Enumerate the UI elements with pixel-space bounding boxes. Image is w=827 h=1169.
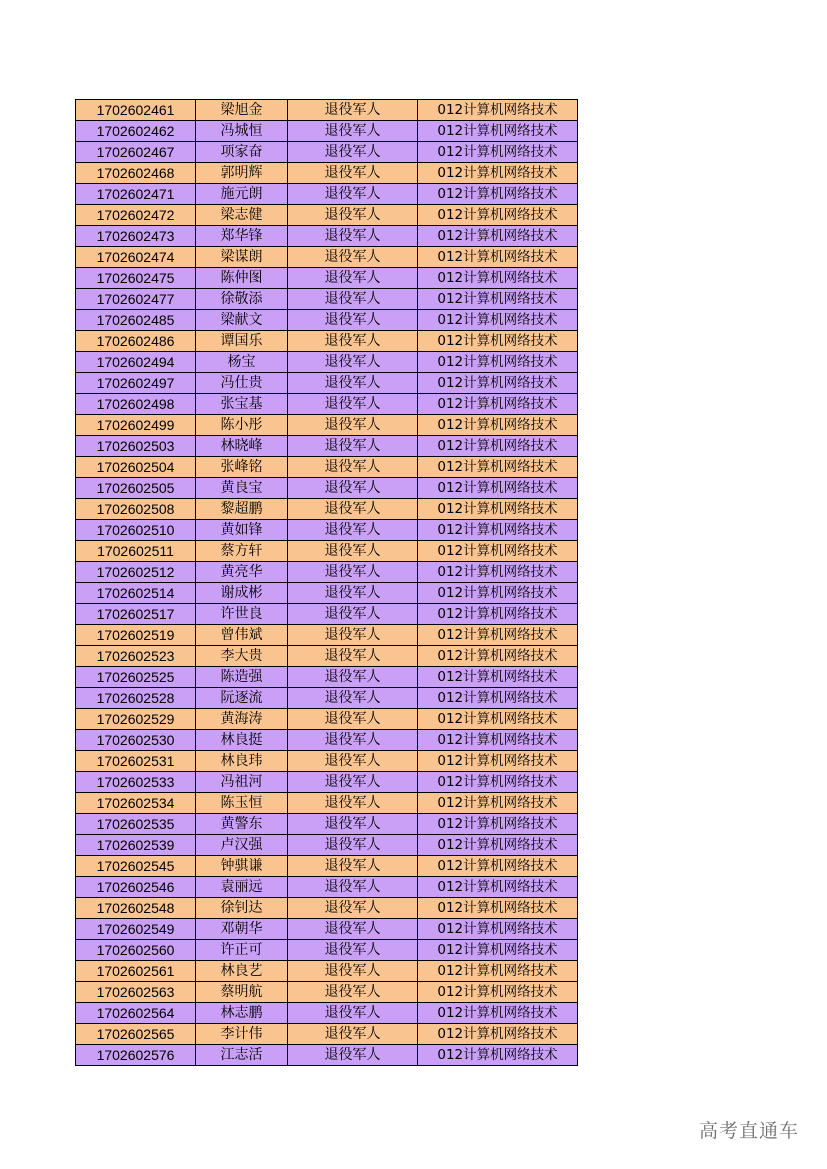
student-name-cell: 张宝基 — [196, 394, 288, 415]
student-name-cell: 林良玮 — [196, 751, 288, 772]
student-id-cell: 1702602534 — [76, 793, 196, 814]
student-id-cell: 1702602530 — [76, 730, 196, 751]
major-cell: 012计算机网络技术 — [418, 100, 578, 121]
student-id-cell: 1702602508 — [76, 499, 196, 520]
category-cell: 退役军人 — [288, 751, 418, 772]
student-name-cell: 阮逐流 — [196, 688, 288, 709]
category-cell: 退役军人 — [288, 331, 418, 352]
table-row — [76, 394, 578, 415]
student-name-cell: 徐敬添 — [196, 289, 288, 310]
table-row — [76, 226, 578, 247]
student-name-cell: 钟骐谦 — [196, 856, 288, 877]
student-name-cell: 李大贵 — [196, 646, 288, 667]
major-cell: 012计算机网络技术 — [418, 205, 578, 226]
student-name-cell: 卢汉强 — [196, 835, 288, 856]
category-cell: 退役军人 — [288, 709, 418, 730]
major-cell: 012计算机网络技术 — [418, 667, 578, 688]
table-row — [76, 793, 578, 814]
category-cell: 退役军人 — [288, 793, 418, 814]
major-cell: 012计算机网络技术 — [418, 184, 578, 205]
category-cell: 退役军人 — [288, 142, 418, 163]
major-cell: 012计算机网络技术 — [418, 709, 578, 730]
table-row — [76, 898, 578, 919]
major-cell: 012计算机网络技术 — [418, 919, 578, 940]
student-name-cell: 陈仲图 — [196, 268, 288, 289]
student-id-cell: 1702602561 — [76, 961, 196, 982]
table-row — [76, 184, 578, 205]
student-id-cell: 1702602475 — [76, 268, 196, 289]
category-cell: 退役军人 — [288, 415, 418, 436]
table-row — [76, 856, 578, 877]
table-row — [76, 100, 578, 121]
table-row — [76, 919, 578, 940]
table-row — [76, 352, 578, 373]
student-id-cell: 1702602533 — [76, 772, 196, 793]
student-id-cell: 1702602576 — [76, 1045, 196, 1066]
category-cell: 退役军人 — [288, 730, 418, 751]
student-id-cell: 1702602485 — [76, 310, 196, 331]
table-row — [76, 457, 578, 478]
student-name-cell: 蔡方轩 — [196, 541, 288, 562]
major-cell: 012计算机网络技术 — [418, 247, 578, 268]
category-cell: 退役军人 — [288, 394, 418, 415]
table-row — [76, 688, 578, 709]
student-id-cell: 1702602528 — [76, 688, 196, 709]
category-cell: 退役军人 — [288, 898, 418, 919]
major-cell: 012计算机网络技术 — [418, 373, 578, 394]
category-cell: 退役军人 — [288, 1045, 418, 1066]
student-id-cell: 1702602560 — [76, 940, 196, 961]
major-cell: 012计算机网络技术 — [418, 646, 578, 667]
student-id-cell: 1702602462 — [76, 121, 196, 142]
student-name-cell: 黄如锋 — [196, 520, 288, 541]
major-cell: 012计算机网络技术 — [418, 499, 578, 520]
student-id-cell: 1702602565 — [76, 1024, 196, 1045]
student-id-cell: 1702602535 — [76, 814, 196, 835]
table-row — [76, 520, 578, 541]
category-cell: 退役军人 — [288, 1003, 418, 1024]
student-name-cell: 林良艺 — [196, 961, 288, 982]
category-cell: 退役军人 — [288, 562, 418, 583]
roster-body — [76, 100, 578, 1066]
student-id-cell: 1702602474 — [76, 247, 196, 268]
table-row — [76, 961, 578, 982]
major-cell: 012计算机网络技术 — [418, 1024, 578, 1045]
table-row — [76, 814, 578, 835]
student-name-cell: 林志鹏 — [196, 1003, 288, 1024]
major-cell: 012计算机网络技术 — [418, 415, 578, 436]
student-name-cell: 陈玉恒 — [196, 793, 288, 814]
category-cell: 退役军人 — [288, 646, 418, 667]
table-row — [76, 205, 578, 226]
major-cell: 012计算机网络技术 — [418, 310, 578, 331]
category-cell: 退役军人 — [288, 184, 418, 205]
student-id-cell: 1702602523 — [76, 646, 196, 667]
student-id-cell: 1702602511 — [76, 541, 196, 562]
category-cell: 退役军人 — [288, 688, 418, 709]
table-row — [76, 1024, 578, 1045]
category-cell: 退役军人 — [288, 604, 418, 625]
category-cell: 退役军人 — [288, 877, 418, 898]
major-cell: 012计算机网络技术 — [418, 688, 578, 709]
major-cell: 012计算机网络技术 — [418, 583, 578, 604]
table-row — [76, 142, 578, 163]
table-row — [76, 835, 578, 856]
student-id-cell: 1702602510 — [76, 520, 196, 541]
table-row — [76, 478, 578, 499]
category-cell: 退役军人 — [288, 835, 418, 856]
category-cell: 退役军人 — [288, 1024, 418, 1045]
student-name-cell: 施元朗 — [196, 184, 288, 205]
student-id-cell: 1702602471 — [76, 184, 196, 205]
category-cell: 退役军人 — [288, 499, 418, 520]
table-row — [76, 772, 578, 793]
student-name-cell: 黄良宝 — [196, 478, 288, 499]
student-id-cell: 1702602531 — [76, 751, 196, 772]
student-id-cell: 1702602517 — [76, 604, 196, 625]
student-name-cell: 李计伟 — [196, 1024, 288, 1045]
student-name-cell: 蔡明航 — [196, 982, 288, 1003]
table-row — [76, 121, 578, 142]
table-row — [76, 940, 578, 961]
table-row — [76, 562, 578, 583]
category-cell: 退役军人 — [288, 163, 418, 184]
student-name-cell: 陈造强 — [196, 667, 288, 688]
category-cell: 退役军人 — [288, 583, 418, 604]
major-cell: 012计算机网络技术 — [418, 121, 578, 142]
student-name-cell: 项家奋 — [196, 142, 288, 163]
table-row — [76, 541, 578, 562]
major-cell: 012计算机网络技术 — [418, 520, 578, 541]
student-id-cell: 1702602539 — [76, 835, 196, 856]
student-id-cell: 1702602529 — [76, 709, 196, 730]
student-id-cell: 1702602512 — [76, 562, 196, 583]
major-cell: 012计算机网络技术 — [418, 457, 578, 478]
category-cell: 退役军人 — [288, 373, 418, 394]
watermark-text: 高考直通车 — [698, 1120, 799, 1142]
category-cell: 退役军人 — [288, 268, 418, 289]
student-id-cell: 1702602498 — [76, 394, 196, 415]
student-id-cell: 1702602499 — [76, 415, 196, 436]
student-name-cell: 谢成彬 — [196, 583, 288, 604]
major-cell: 012计算机网络技术 — [418, 940, 578, 961]
category-cell: 退役军人 — [288, 100, 418, 121]
category-cell: 退役军人 — [288, 667, 418, 688]
major-cell: 012计算机网络技术 — [418, 982, 578, 1003]
major-cell: 012计算机网络技术 — [418, 352, 578, 373]
student-id-cell: 1702602494 — [76, 352, 196, 373]
student-name-cell: 江志活 — [196, 1045, 288, 1066]
major-cell: 012计算机网络技术 — [418, 226, 578, 247]
table-row — [76, 499, 578, 520]
student-name-cell: 杨宝 — [196, 352, 288, 373]
table-row — [76, 1045, 578, 1066]
major-cell: 012计算机网络技术 — [418, 814, 578, 835]
table-row — [76, 415, 578, 436]
major-cell: 012计算机网络技术 — [418, 751, 578, 772]
student-name-cell: 黄海涛 — [196, 709, 288, 730]
student-name-cell: 郑华锋 — [196, 226, 288, 247]
table-row — [76, 751, 578, 772]
major-cell: 012计算机网络技术 — [418, 436, 578, 457]
category-cell: 退役军人 — [288, 919, 418, 940]
table-row — [76, 646, 578, 667]
student-id-cell: 1702602505 — [76, 478, 196, 499]
student-id-cell: 1702602548 — [76, 898, 196, 919]
table-row — [76, 436, 578, 457]
student-id-cell: 1702602473 — [76, 226, 196, 247]
student-id-cell: 1702602564 — [76, 1003, 196, 1024]
major-cell: 012计算机网络技术 — [418, 730, 578, 751]
major-cell: 012计算机网络技术 — [418, 793, 578, 814]
major-cell: 012计算机网络技术 — [418, 772, 578, 793]
student-id-cell: 1702602503 — [76, 436, 196, 457]
major-cell: 012计算机网络技术 — [418, 961, 578, 982]
student-name-cell: 袁丽远 — [196, 877, 288, 898]
student-name-cell: 郭明辉 — [196, 163, 288, 184]
major-cell: 012计算机网络技术 — [418, 268, 578, 289]
table-row — [76, 625, 578, 646]
student-name-cell: 冯祖河 — [196, 772, 288, 793]
student-id-cell: 1702602549 — [76, 919, 196, 940]
student-name-cell: 曾伟斌 — [196, 625, 288, 646]
major-cell: 012计算机网络技术 — [418, 289, 578, 310]
category-cell: 退役军人 — [288, 982, 418, 1003]
category-cell: 退役军人 — [288, 226, 418, 247]
category-cell: 退役军人 — [288, 436, 418, 457]
major-cell: 012计算机网络技术 — [418, 625, 578, 646]
category-cell: 退役军人 — [288, 541, 418, 562]
student-id-cell: 1702602504 — [76, 457, 196, 478]
table-row — [76, 667, 578, 688]
student-id-cell: 1702602486 — [76, 331, 196, 352]
student-id-cell: 1702602497 — [76, 373, 196, 394]
major-cell: 012计算机网络技术 — [418, 835, 578, 856]
major-cell: 012计算机网络技术 — [418, 562, 578, 583]
table-row — [76, 331, 578, 352]
category-cell: 退役军人 — [288, 520, 418, 541]
category-cell: 退役军人 — [288, 352, 418, 373]
student-name-cell: 张峰铭 — [196, 457, 288, 478]
table-row — [76, 583, 578, 604]
category-cell: 退役军人 — [288, 247, 418, 268]
student-name-cell: 梁旭金 — [196, 100, 288, 121]
student-id-cell: 1702602467 — [76, 142, 196, 163]
category-cell: 退役军人 — [288, 121, 418, 142]
student-id-cell: 1702602546 — [76, 877, 196, 898]
category-cell: 退役军人 — [288, 205, 418, 226]
student-name-cell: 黄亮华 — [196, 562, 288, 583]
student-name-cell: 陈小彤 — [196, 415, 288, 436]
student-name-cell: 黎超鹏 — [196, 499, 288, 520]
student-name-cell: 谭国乐 — [196, 331, 288, 352]
student-name-cell: 邓朝华 — [196, 919, 288, 940]
student-name-cell: 冯城恒 — [196, 121, 288, 142]
student-id-cell: 1702602514 — [76, 583, 196, 604]
student-id-cell: 1702602461 — [76, 100, 196, 121]
major-cell: 012计算机网络技术 — [418, 541, 578, 562]
student-id-cell: 1702602525 — [76, 667, 196, 688]
student-id-cell: 1702602468 — [76, 163, 196, 184]
major-cell: 012计算机网络技术 — [418, 331, 578, 352]
table-row — [76, 247, 578, 268]
student-name-cell: 梁谋朗 — [196, 247, 288, 268]
category-cell: 退役军人 — [288, 772, 418, 793]
student-id-cell: 1702602563 — [76, 982, 196, 1003]
table-row — [76, 268, 578, 289]
table-row — [76, 373, 578, 394]
student-name-cell: 许正可 — [196, 940, 288, 961]
student-id-cell: 1702602477 — [76, 289, 196, 310]
category-cell: 退役军人 — [288, 289, 418, 310]
table-row — [76, 982, 578, 1003]
major-cell: 012计算机网络技术 — [418, 604, 578, 625]
student-id-cell: 1702602545 — [76, 856, 196, 877]
table-row — [76, 730, 578, 751]
category-cell: 退役军人 — [288, 940, 418, 961]
major-cell: 012计算机网络技术 — [418, 877, 578, 898]
category-cell: 退役军人 — [288, 814, 418, 835]
category-cell: 退役军人 — [288, 310, 418, 331]
category-cell: 退役军人 — [288, 457, 418, 478]
table-row — [76, 289, 578, 310]
major-cell: 012计算机网络技术 — [418, 856, 578, 877]
major-cell: 012计算机网络技术 — [418, 898, 578, 919]
student-roster-table — [75, 99, 578, 1066]
student-name-cell: 冯仕贵 — [196, 373, 288, 394]
student-name-cell: 梁献文 — [196, 310, 288, 331]
major-cell: 012计算机网络技术 — [418, 142, 578, 163]
student-name-cell: 林晓峰 — [196, 436, 288, 457]
student-name-cell: 黄警东 — [196, 814, 288, 835]
table-row — [76, 310, 578, 331]
major-cell: 012计算机网络技术 — [418, 1045, 578, 1066]
student-id-cell: 1702602519 — [76, 625, 196, 646]
table-row — [76, 163, 578, 184]
table-row — [76, 709, 578, 730]
student-name-cell: 徐钊达 — [196, 898, 288, 919]
category-cell: 退役军人 — [288, 625, 418, 646]
student-name-cell: 林良挺 — [196, 730, 288, 751]
table-row — [76, 604, 578, 625]
table-row — [76, 877, 578, 898]
category-cell: 退役军人 — [288, 856, 418, 877]
student-name-cell: 许世良 — [196, 604, 288, 625]
category-cell: 退役军人 — [288, 478, 418, 499]
category-cell: 退役军人 — [288, 961, 418, 982]
student-name-cell: 梁志健 — [196, 205, 288, 226]
major-cell: 012计算机网络技术 — [418, 394, 578, 415]
table-row — [76, 1003, 578, 1024]
major-cell: 012计算机网络技术 — [418, 1003, 578, 1024]
major-cell: 012计算机网络技术 — [418, 163, 578, 184]
student-id-cell: 1702602472 — [76, 205, 196, 226]
major-cell: 012计算机网络技术 — [418, 478, 578, 499]
